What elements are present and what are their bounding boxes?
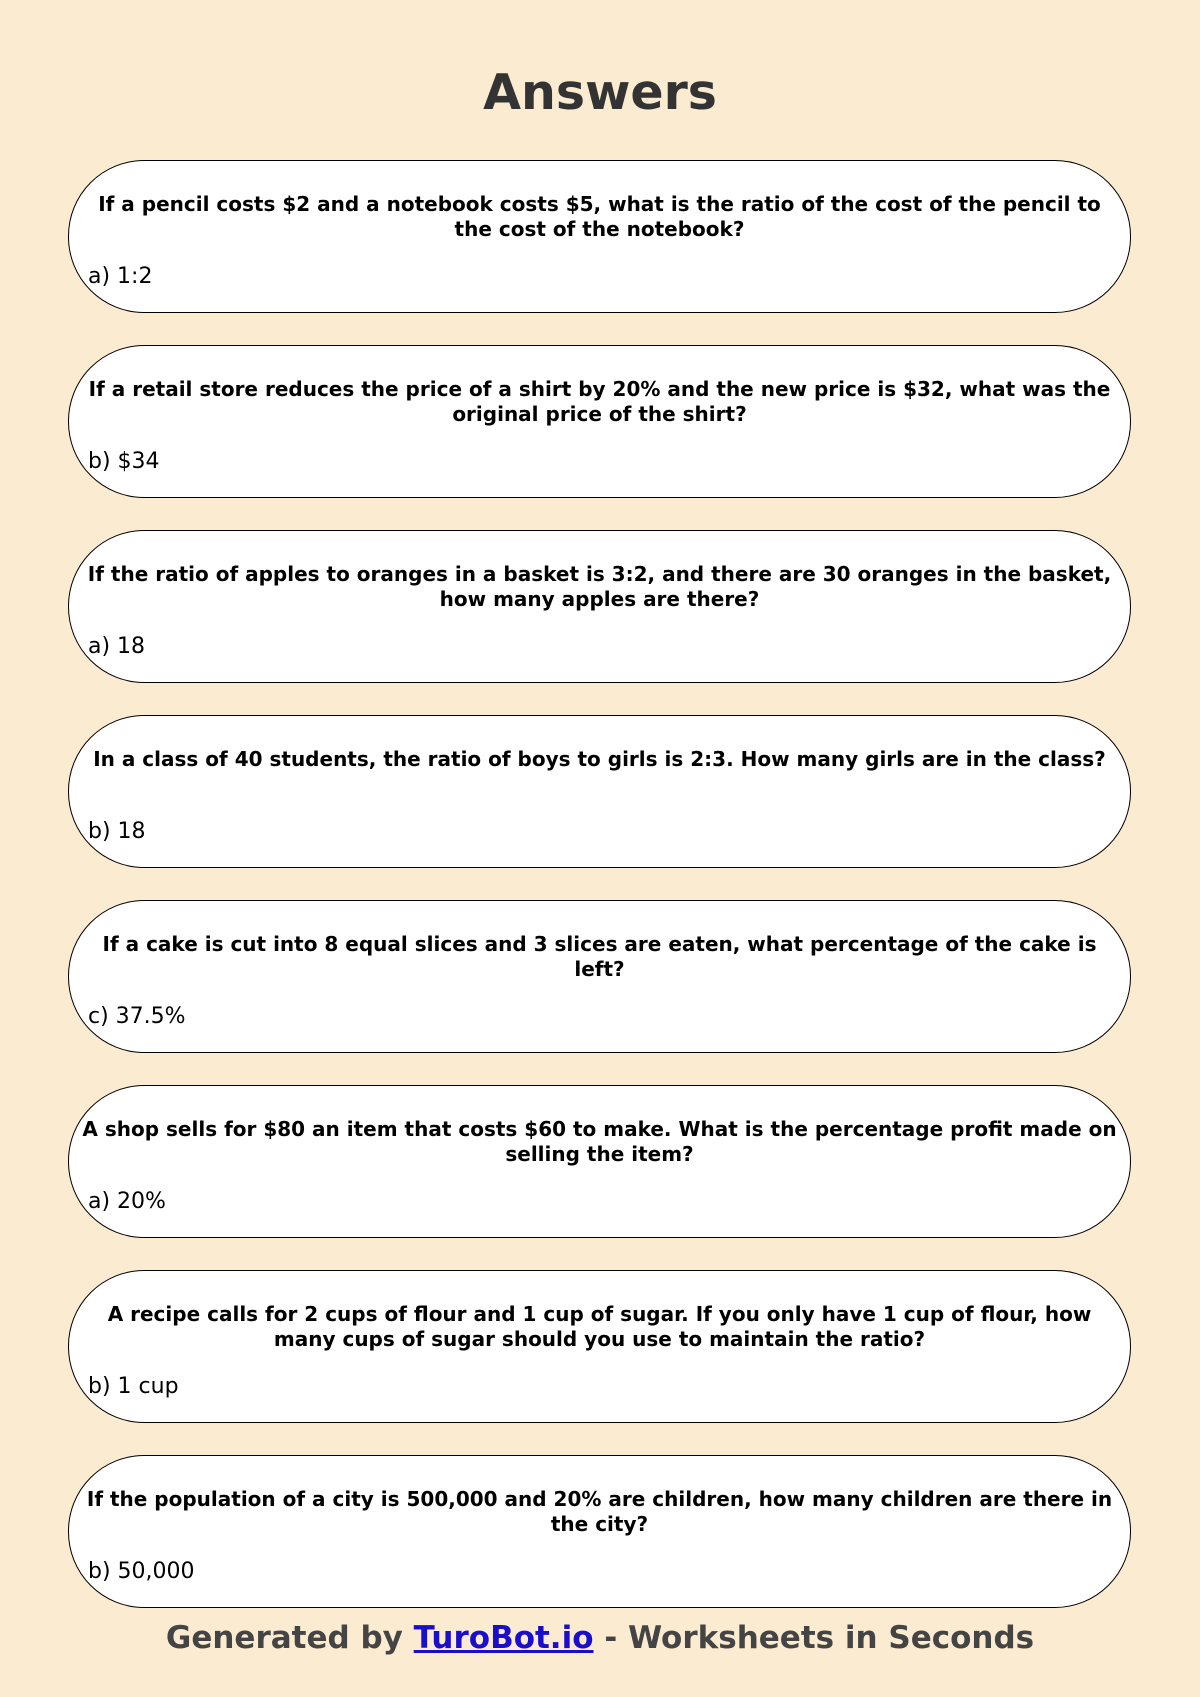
footer-prefix: Generated by	[165, 1620, 403, 1656]
footer	[0, 1620, 1200, 1656]
question-card-7	[68, 1270, 1131, 1423]
footer-suffix: - Worksheets in Seconds	[604, 1620, 1035, 1656]
question-text: A recipe calls for 2 cups of flour and 1 cup of sugar. If you only have 1 cup of flour, how many cups of sugar should you use to maintain the ratio?	[107, 1302, 1092, 1351]
question-card-5	[68, 900, 1131, 1053]
question-text: If the ratio of apples to oranges in a basket is 3:2, and there are 30 oranges in the basket, how many apples are there?	[87, 562, 1112, 611]
question-text: A shop sells for $80 an item that costs $60 to make. What is the percentage profit made on selling the item?	[82, 1117, 1117, 1166]
answer-text: b) 1 cup	[88, 1374, 179, 1399]
turobot-link[interactable]: TuroBot.io	[413, 1620, 594, 1656]
question-text: In a class of 40 students, the ratio of boys to girls is 2:3. How many girls are in the class?	[93, 747, 1106, 771]
answer-text: b) 50,000	[88, 1559, 195, 1584]
answer-text: a) 1:2	[88, 264, 153, 289]
question-card-1	[68, 160, 1131, 313]
question-text: If a cake is cut into 8 equal slices and 3 slices are eaten, what percentage of the cake is left?	[102, 932, 1097, 981]
question-text: If a pencil costs $2 and a notebook costs $5, what is the ratio of the cost of the pencil to the cost of the notebook?	[98, 192, 1101, 241]
answer-text: c) 37.5%	[88, 1004, 186, 1029]
question-card-6	[68, 1085, 1131, 1238]
question-text: If a retail store reduces the price of a shirt by 20% and the new price is $32, what was the original price of the shirt?	[88, 377, 1111, 426]
answer-text: a) 18	[88, 634, 146, 659]
page-title: Answers	[483, 64, 717, 121]
answer-text: b) $34	[88, 449, 160, 474]
answer-text: b) 18	[88, 819, 146, 844]
answer-text: a) 20%	[88, 1189, 166, 1214]
question-card-4	[68, 715, 1131, 868]
question-card-8	[68, 1455, 1131, 1608]
question-card-2	[68, 345, 1131, 498]
question-card-3	[68, 530, 1131, 683]
question-text: If the population of a city is 500,000 and 20% are children, how many children are there in the city?	[86, 1487, 1113, 1536]
